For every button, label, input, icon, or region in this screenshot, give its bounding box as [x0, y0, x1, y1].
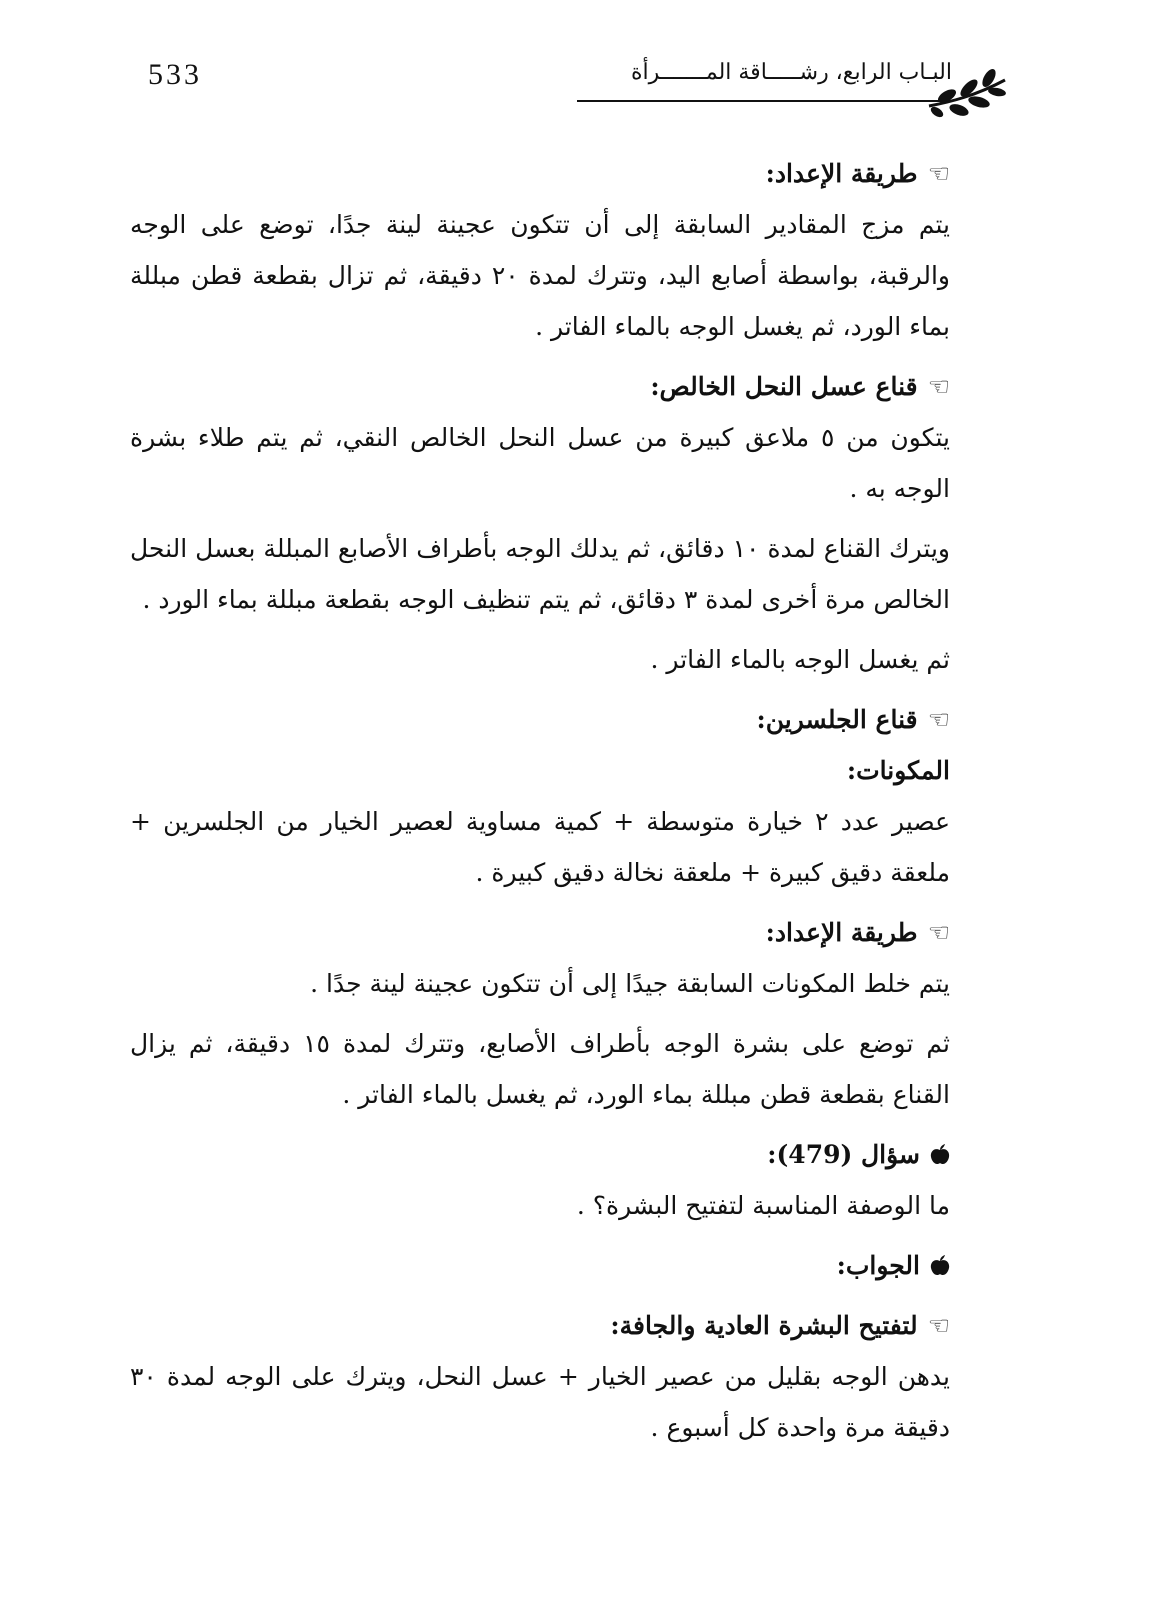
answer-heading: الجواب: [130, 1240, 1002, 1291]
section-heading-preparation-2: ☜طريقة الإعداد: [130, 907, 1002, 958]
paragraph: ثم توضع على بشرة الوجه بأطراف الأصابع، وتترك لمدة ١٥ دقيقة، ثم يزال القناع بقطعة قطن مبللة بماء الورد، ثم يغسل بالماء الفاتر . [130, 1029, 951, 1109]
paragraph: ثم يغسل الوجه بالماء الفاتر . [650, 645, 950, 674]
paragraph: ويترك القناع لمدة ١٠ دقائق، ثم يدلك الوجه بأطراف الأصابع المبللة بعسل النحل الخالص مرة أخرى لمدة ٣ دقائق، ثم يتم تنظيف الوجه بقطعة مبللة بماء الورد . [130, 534, 950, 614]
pointing-hand-icon: ☜ [927, 918, 950, 947]
page-number: 533 [148, 58, 202, 91]
paragraph: يتم مزج المقادير السابقة إلى أن تتكون عجينة لينة جدًا، توضع على الوجه والرقبة، بواسطة أصابع اليد، وتترك لمدة ٢٠ دقيقة، ثم تزال بقطعة قطن مبللة بماء الورد، ثم يغسل الوجه بالماء الفاتر . [130, 210, 951, 341]
pointing-hand-icon: ☜ [927, 1311, 950, 1340]
pointing-hand-icon: ☜ [927, 372, 950, 401]
paragraph: يتكون من ٥ ملاعق كبيرة من عسل النحل الخالص النقي، ثم يتم طلاء بشرة الوجه به . [130, 423, 950, 503]
apple-icon [930, 1144, 950, 1166]
paragraph: عصير عدد ٢ خيارة متوسطة + كمية مساوية لعصير الخيار من الجلسرين + ملعقة دقيق كبيرة + ملعقة نخالة دقيق كبيرة . [130, 807, 950, 887]
question-text: ما الوصفة المناسبة لتفتيح البشرة؟ . [576, 1191, 950, 1220]
pointing-hand-icon: ☜ [927, 159, 950, 188]
section-heading-glycerin-mask: ☜قناع الجلسرين: [130, 694, 1002, 745]
olive-branch-icon [925, 66, 1007, 124]
page-body [130, 148, 1002, 1453]
header-rule [577, 100, 947, 102]
section-heading-lightening: ☜لتفتيح البشرة العادية والجافة: [130, 1300, 1002, 1351]
apple-icon [930, 1255, 950, 1277]
running-header: البـاب الرابع، رشـــــاقة المـــــــرأة [630, 60, 952, 85]
pointing-hand-icon: ☜ [927, 705, 950, 734]
paragraph: يتم خلط المكونات السابقة جيدًا إلى أن تتكون عجينة لينة جدًا . [310, 969, 950, 998]
question-heading: سؤال (479): [130, 1129, 1002, 1180]
section-heading-preparation-1: ☜طريقة الإعداد: [130, 148, 1002, 199]
paragraph: يدهن الوجه بقليل من عصير الخيار + عسل النحل، ويترك على الوجه لمدة ٣٠ دقيقة مرة واحدة كل أسبوع . [130, 1362, 950, 1442]
ingredients-label: المكونات: [846, 756, 950, 785]
section-heading-honey-mask: ☜قناع عسل النحل الخالص: [130, 361, 1002, 412]
